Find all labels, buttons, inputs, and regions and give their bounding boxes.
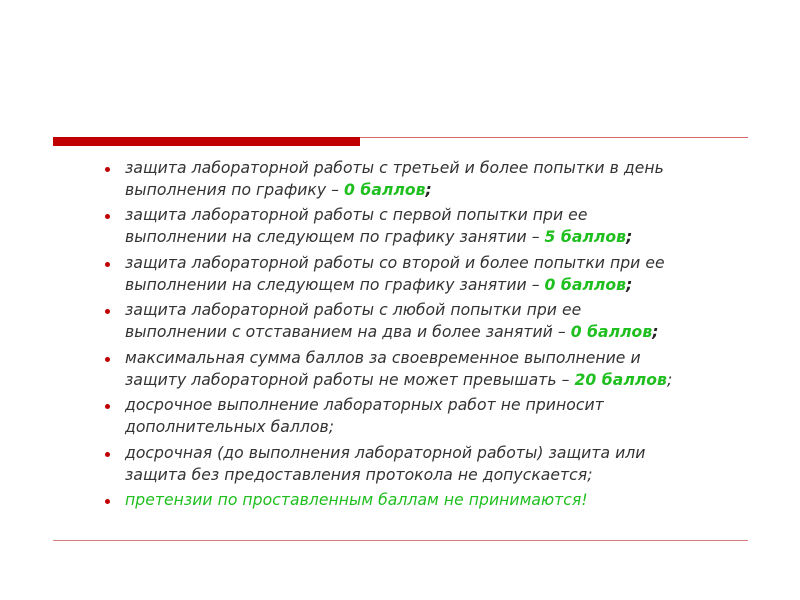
text-segment: выполнении на следующем по графику занятии –: [125, 228, 545, 247]
text-segment: ;: [626, 275, 633, 294]
text-line: [125, 465, 784, 487]
text-segment: дополнительных баллов;: [125, 418, 335, 437]
text-segment: претензии по проставленным баллам не принимаются!: [125, 491, 588, 510]
text-segment: ;: [652, 323, 659, 342]
text-segment: выполнении с отставанием на два и более занятий –: [125, 323, 571, 342]
bullet-icon: [105, 452, 110, 457]
rules-list: [104, 158, 784, 516]
bullet-icon: [105, 309, 110, 314]
bullet-icon: [105, 357, 110, 362]
text-segment: защита лабораторной работы с первой попытки при ее: [125, 206, 588, 225]
text-segment: досрочное выполнение лабораторных работ не приносит: [125, 396, 604, 415]
list-item: [104, 205, 784, 248]
list-item: [104, 253, 784, 296]
text-line: [125, 322, 784, 344]
bullet-icon: [105, 167, 110, 172]
list-item: [104, 348, 784, 391]
text-line: [125, 443, 784, 465]
bullet-icon: [105, 499, 110, 504]
text-line: [125, 180, 784, 202]
text-line: [125, 395, 784, 417]
text-line: [125, 348, 784, 370]
text-segment: ;: [666, 370, 673, 389]
text-segment: досрочная (до выполнения лабораторной работы) защита или: [125, 443, 646, 462]
text-line: [125, 275, 784, 297]
text-line: [125, 158, 784, 180]
bottom-divider: [53, 540, 748, 541]
score-value: 0 баллов: [570, 323, 653, 342]
text-segment: защиту лабораторной работы не может превышать –: [125, 370, 575, 389]
bullet-icon: [105, 404, 110, 409]
text-segment: защита лабораторной работы со второй и более попытки при ее: [125, 253, 665, 272]
text-line: [125, 370, 784, 392]
list-item: [104, 300, 784, 343]
text-segment: максимальная сумма баллов за своевременное выполнение и: [125, 348, 641, 367]
list-item: [104, 395, 784, 438]
bullet-icon: [105, 262, 110, 267]
text-line: [125, 300, 784, 322]
title-accent-bar: [53, 137, 360, 146]
text-line: [125, 417, 784, 439]
text-line: [125, 205, 784, 227]
bullet-icon: [105, 214, 110, 219]
text-line: [125, 490, 784, 512]
text-segment: выполнения по графику –: [125, 180, 345, 199]
text-segment: ;: [626, 228, 633, 247]
text-line: [125, 227, 784, 249]
score-value: 0 баллов: [344, 180, 426, 199]
score-value: 5 баллов: [544, 228, 627, 247]
list-item: [104, 443, 784, 486]
list-item: [104, 158, 784, 201]
top-divider: [360, 137, 748, 138]
text-segment: защита без предоставления протокола не допускается;: [125, 465, 593, 484]
score-value: 0 баллов: [544, 275, 627, 294]
text-segment: ;: [425, 180, 432, 199]
list-item: [104, 490, 784, 512]
text-line: [125, 253, 784, 275]
text-segment: защита лабораторной работы с третьей и более попытки в день: [125, 159, 664, 177]
text-segment: защита лабораторной работы с любой попытки при ее: [125, 301, 582, 320]
score-value: 20 баллов: [574, 370, 667, 389]
text-segment: выполнении на следующем по графику занятии –: [125, 275, 545, 294]
